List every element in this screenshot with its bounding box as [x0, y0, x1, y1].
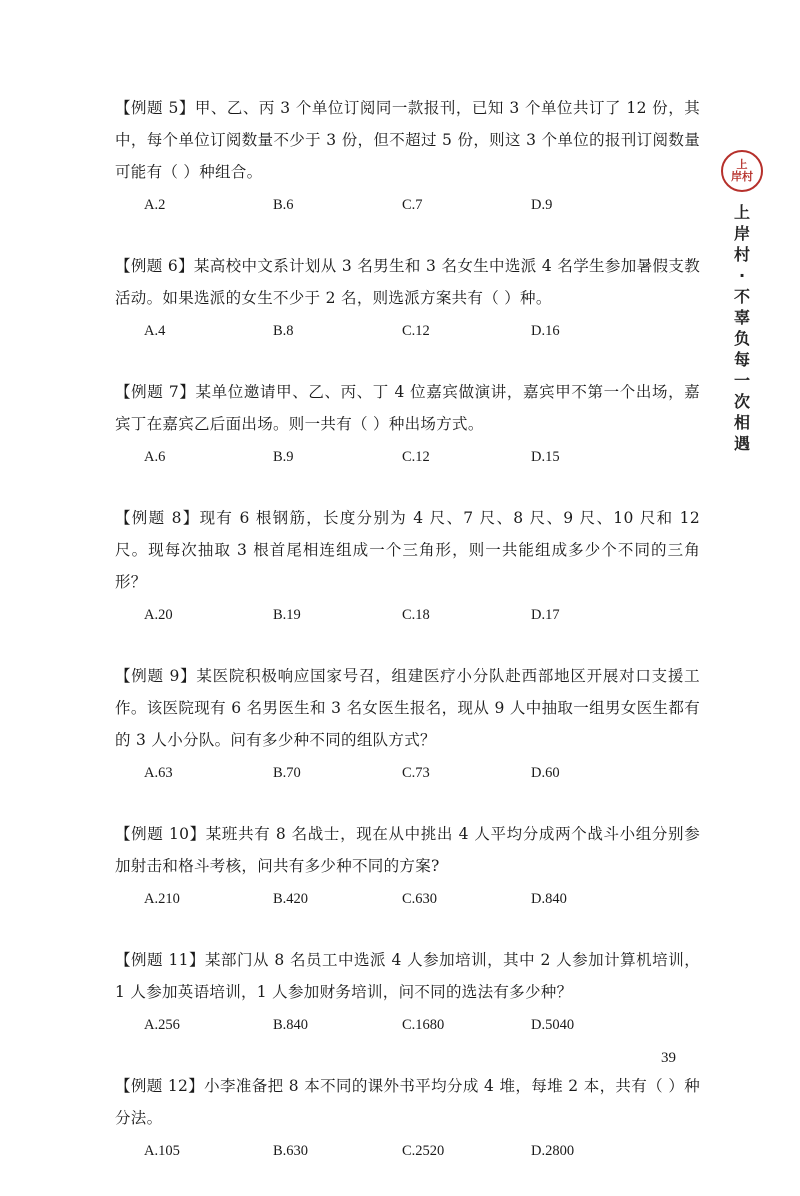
question-11 [115, 944, 700, 1040]
question-5 [115, 92, 700, 220]
question-text: 【例题 7】某单位邀请甲、乙、丙、丁 4 位嘉宾做演讲，嘉宾甲不第一个出场，嘉宾丁在嘉宾乙后面出场。则一共有（ ）种出场方式。 [115, 383, 700, 433]
option-a: A.6 [144, 448, 166, 465]
option-d: D.5040 [531, 1016, 575, 1033]
option-b: B.19 [273, 606, 301, 623]
slogan-char: 上 [733, 203, 750, 222]
option-d: D.17 [531, 606, 560, 623]
option-a: A.20 [144, 606, 173, 623]
slogan-char: 次 [733, 392, 750, 411]
question-12 [115, 1070, 700, 1166]
slogan-char: 村 [733, 245, 750, 264]
option-c: C.18 [402, 606, 430, 623]
brand-seal-logo [721, 150, 763, 192]
seal-line-1: 上 [736, 158, 748, 171]
option-c: C.73 [402, 764, 430, 781]
option-d: D.15 [531, 448, 560, 465]
option-a: A.105 [144, 1142, 180, 1159]
option-a: A.4 [144, 322, 166, 339]
slogan-char: 一 [733, 371, 750, 390]
option-b: B.420 [273, 890, 309, 907]
options-row [115, 190, 700, 220]
option-b: B.8 [273, 322, 294, 339]
option-d: D.2800 [531, 1142, 575, 1159]
option-c: C.12 [402, 448, 430, 465]
question-text: 【例题 6】某高校中文系计划从 3 名男生和 3 名女生中选派 4 名学生参加暑假支教活动。如果选派的女生不少于 2 名，则选派方案共有（ ）种。 [115, 257, 700, 307]
page-number: 39 [661, 1050, 676, 1066]
slogan-char: 每 [733, 350, 750, 369]
option-a: A.2 [144, 196, 166, 213]
slogan-char: 相 [733, 413, 750, 432]
option-a: A.210 [144, 890, 180, 907]
slogan-char: 遇 [733, 434, 750, 453]
slogan-char: 岸 [733, 224, 750, 243]
option-d: D.9 [531, 196, 553, 213]
brand-sidebar [719, 150, 765, 454]
option-c: C.630 [402, 890, 438, 907]
question-text: 【例题 9】某医院积极响应国家号召，组建医疗小分队赴西部地区开展对口支援工作。该医院现有 6 名男医生和 3 名女医生报名，现从 9 人中抽取一组男女医生都有的 3 人小分队。问有多少种不同的组队方式？ [115, 667, 700, 749]
option-b: B.6 [273, 196, 294, 213]
options-row [115, 758, 700, 788]
seal-line-2: 岸村 [731, 170, 753, 183]
option-a: A.256 [144, 1016, 180, 1033]
option-d: D.840 [531, 890, 567, 907]
question-9 [115, 660, 700, 788]
option-b: B.70 [273, 764, 301, 781]
question-6 [115, 250, 700, 346]
slogan-char: · [738, 266, 746, 285]
option-d: D.60 [531, 764, 560, 781]
option-c: C.2520 [402, 1142, 445, 1159]
options-row [115, 316, 700, 346]
slogan-char: 不 [733, 287, 750, 306]
option-b: B.630 [273, 1142, 309, 1159]
options-row [115, 442, 700, 472]
option-c: C.1680 [402, 1016, 445, 1033]
option-a: A.63 [144, 764, 173, 781]
option-c: C.7 [402, 196, 423, 213]
options-row [115, 1010, 700, 1040]
options-row [115, 884, 700, 914]
question-10 [115, 818, 700, 914]
option-b: B.9 [273, 448, 294, 465]
options-row [115, 600, 700, 630]
question-7 [115, 376, 700, 472]
slogan-char: 负 [733, 329, 750, 348]
option-b: B.840 [273, 1016, 309, 1033]
option-d: D.16 [531, 322, 560, 339]
brand-slogan [734, 202, 750, 454]
question-text: 【例题 5】甲、乙、丙 3 个单位订阅同一款报刊，已知 3 个单位共订了 12 份，其中，每个单位订阅数量不少于 3 份，但不超过 5 份，则这 3 个单位的报刊订阅数量可能有（ ）种组合。 [115, 99, 700, 181]
option-c: C.12 [402, 322, 430, 339]
options-row [115, 1136, 700, 1166]
question-text: 【例题 10】某班共有 8 名战士，现在从中挑出 4 人平均分成两个战斗小组分别参加射击和格斗考核，问共有多少种不同的方案? [115, 825, 700, 875]
question-text: 【例题 12】小李准备把 8 本不同的课外书平均分成 4 堆，每堆 2 本，共有（ ）种分法。 [115, 1077, 700, 1127]
slogan-char: 辜 [733, 308, 750, 327]
question-text: 【例题 11】某部门从 8 名员工中选派 4 人参加培训，其中 2 人参加计算机培训，1 人参加英语培训，1 人参加财务培训，问不同的选法有多少种？ [115, 951, 700, 1001]
question-8 [115, 502, 700, 630]
question-text: 【例题 8】现有 6 根钢筋，长度分别为 4 尺、7 尺、8 尺、9 尺、10 尺和 12 尺。现每次抽取 3 根首尾相连组成一个三角形，则一共能组成多少个不同的三角形？ [115, 509, 700, 591]
question-list [115, 92, 700, 1196]
